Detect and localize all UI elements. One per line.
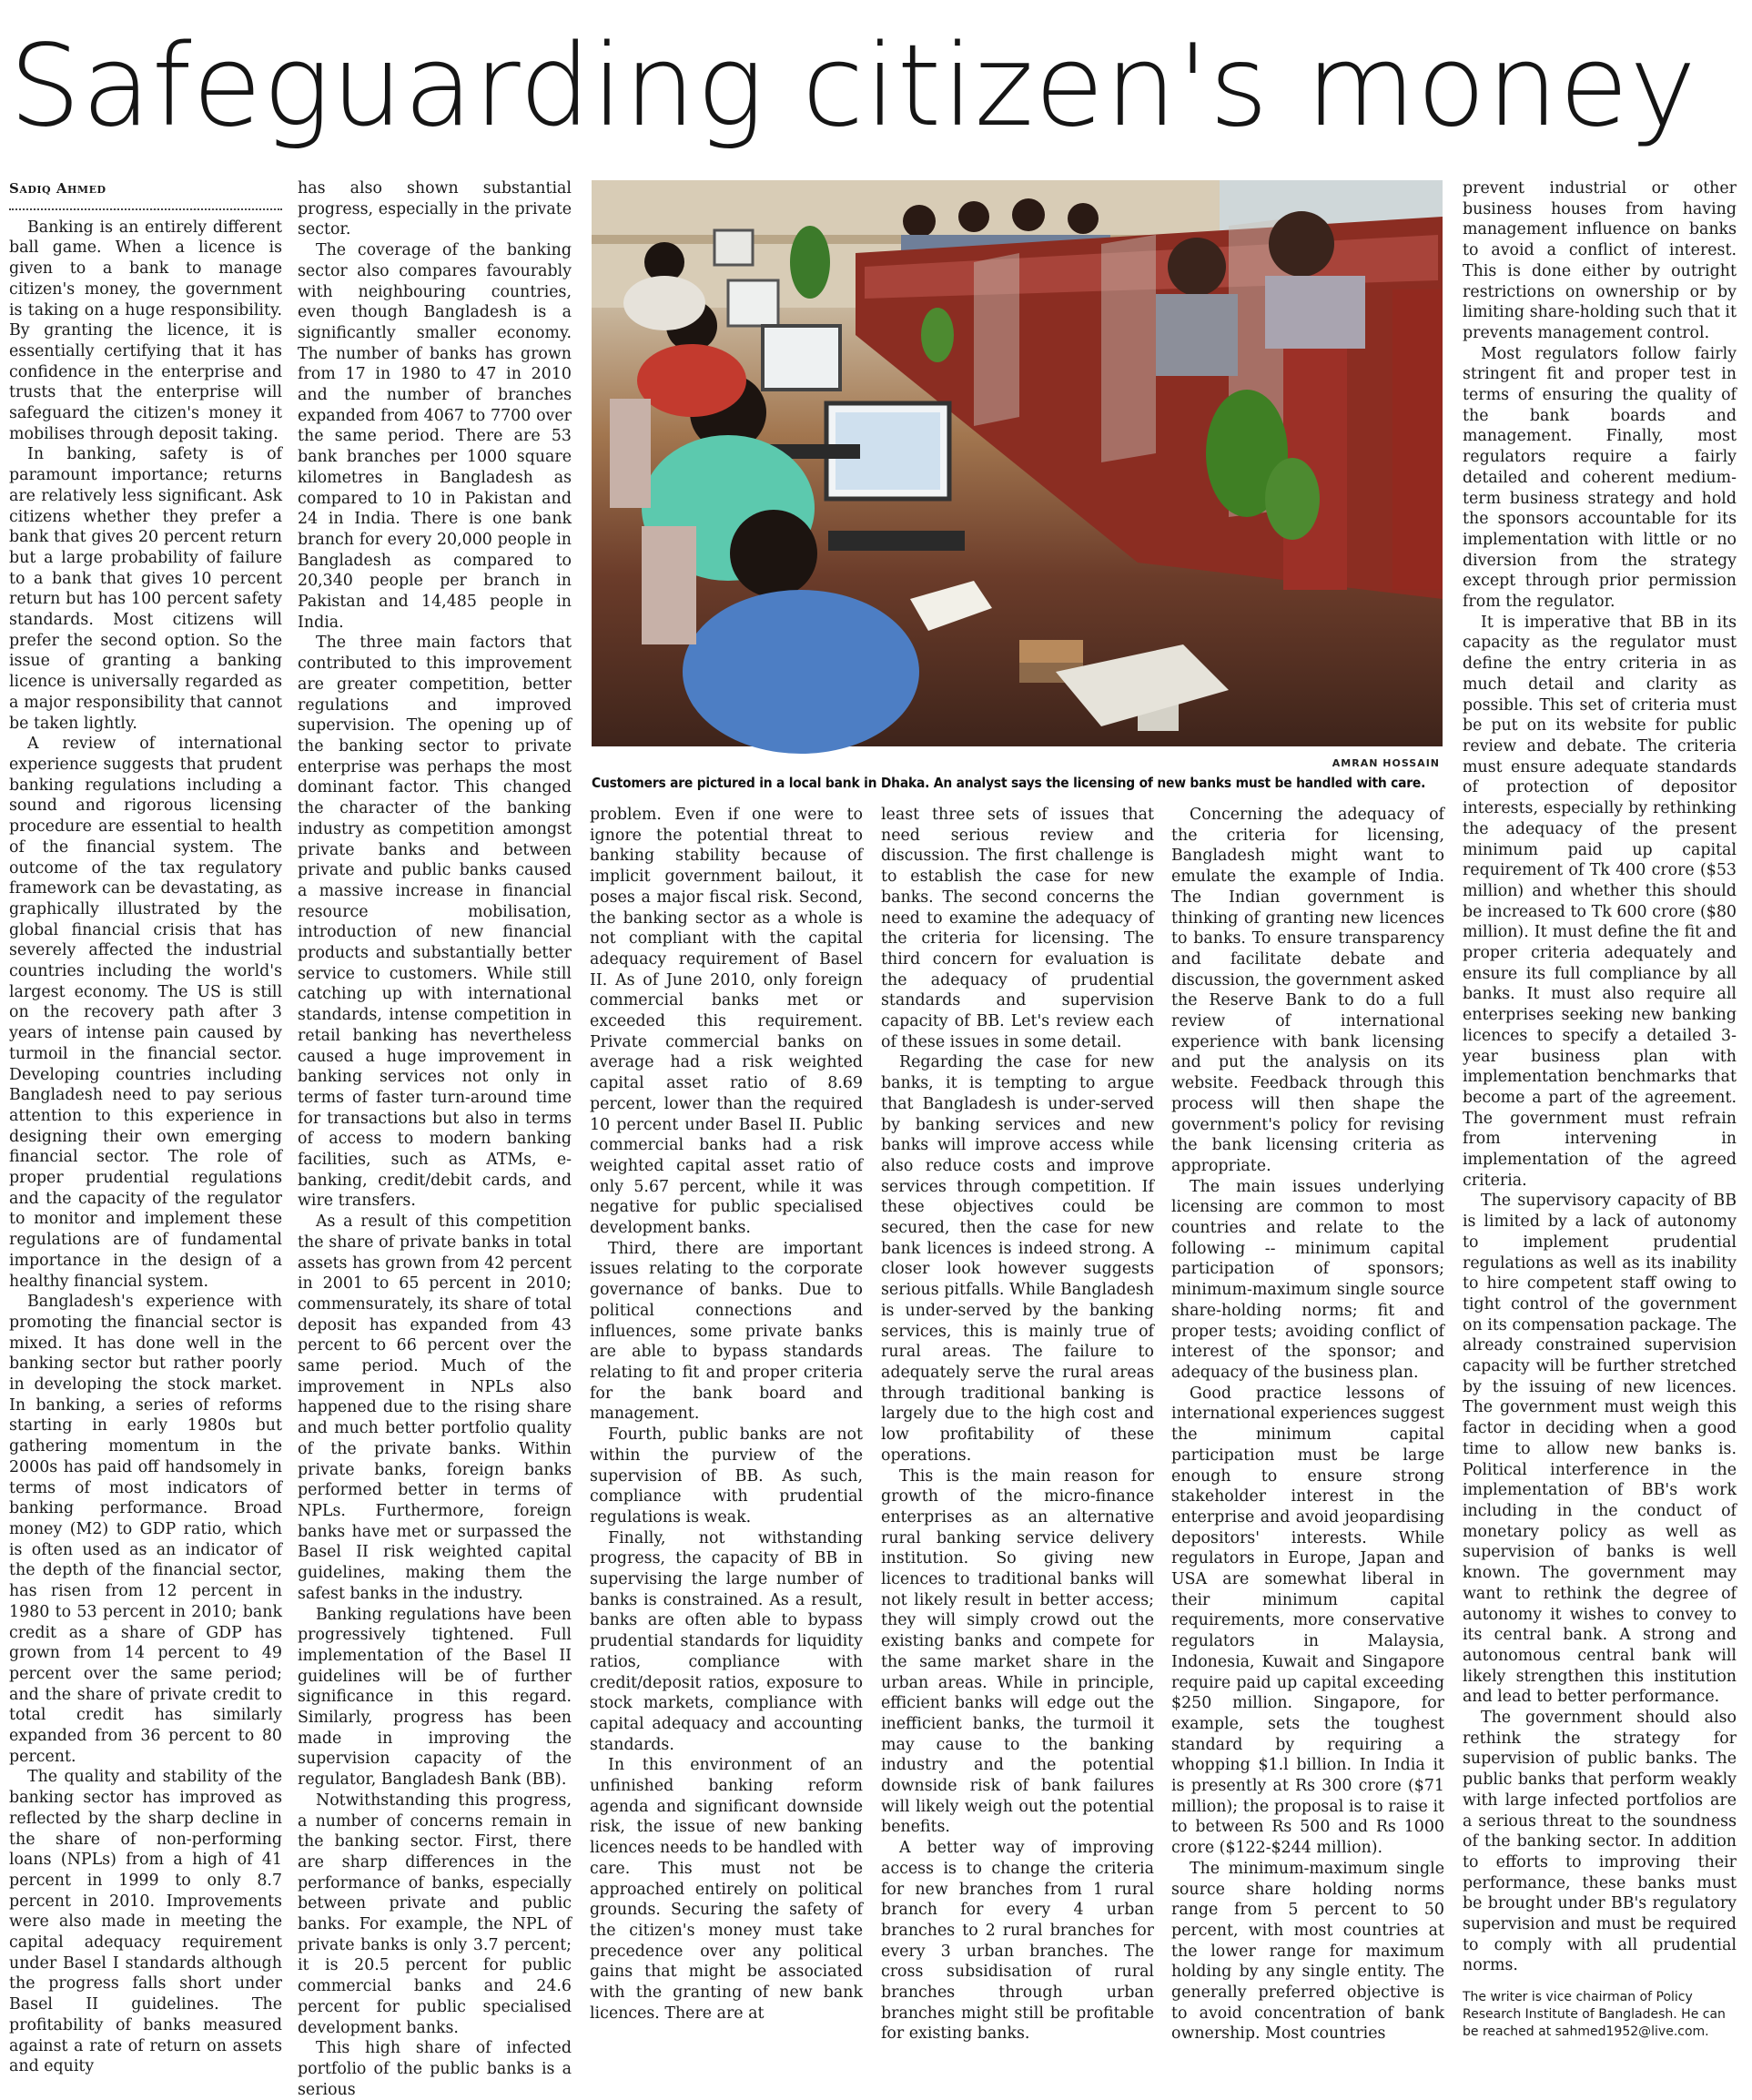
photo-credit: AMRAN HOSSAIN (1332, 757, 1440, 769)
photo-caption: Customers are pictured in a local bank in Dhaka. An analyst says the licensing of new banks must be handled with care. (592, 775, 1426, 791)
paragraph: The government should also rethink the strategy for supervision of public banks. The public banks that perform weakly with large infected portfolios are a serious threat to the soundness of the banking sector. In addition to efforts to improving their performance, these banks must be brought under BB's regulatory supervision and must be required to comply with all prudential norms. (1463, 1709, 1737, 1975)
paragraph: Banking regulations have been progressively tightened. Full implementation of the Basel II guidelines will be of further significance in this regard. Similarly, progress has been made in improving the supervision capacity of the regulator, Bangladesh Bank (BB). (298, 1605, 572, 1790)
news-photo (592, 180, 1443, 746)
paragraph: problem. Even if one were to ignore the potential threat to banking stability because of implicit government bailout, it poses a major fiscal risk. Second, the banking sector as a whole is not compliant with the capital adequacy requirement of Basel II. As of June 2010, only foreign commercial banks met or exceeded this requirement. Private commercial banks on average had a risk weighted capital asset ratio of 8.69 percent, lower than the required 10 percent under Basel II. Public commercial banks had a risk weighted capital asset ratio of only 5.67 percent, while it was negative for public specialised development banks. (590, 806, 863, 1238)
paragraph: Third, there are important issues relating to the corporate governance of banks. Due to political connections and influences, some private banks are able to bypass standards relating to fit and proper criteria for the bank board and management. (590, 1239, 863, 1424)
paragraph: Finally, not withstanding progress, the capacity of BB in supervising the large number of banks is constrained. As a result, banks are often able to bypass prudential standards for liquidity ratios, compliance with credit/deposit ratios, exposure to stock markets, compliance with capital adequacy and accounting standards. (590, 1528, 863, 1754)
paragraph: The main issues underlying licensing are common to most countries and relate to the following -- minimum capital participation of sponsors; minimum-maximum single source share-holding norms; fit and proper tests; avoiding conflict of interest of the sponsor; and adequacy of the business plan. (1171, 1177, 1444, 1382)
paragraph: The three main factors that contributed to this improvement are greater competition, better regulations and improved supervision. The opening up of the banking sector to private enterprise was perhaps the most dominant factor. This changed the character of the banking industry as competition amongst private banks and between private and public banks caused a massive increase in financial resource mobilisation, introduction of new financial products and substantially better service to customers. While still catching up with international standards, intense competition in retail banking has nevertheless caused a huge improvement in banking services not only in terms of faster turn-around time for transactions but also in terms of access to modern banking facilities, such as ATMs, e-banking, credit/debit cards, and wire transfers. (298, 634, 572, 1211)
article-column-1 (9, 178, 282, 2076)
article-column-2 (298, 178, 572, 2099)
byline: Sadiq Ahmed (9, 180, 106, 197)
paragraph: A better way of improving access is to change the criteria for new branches from 1 rural branch for every 4 urban branches to 2 rural branches for every 3 urban branches. The cross subsidisation of rural branches through urban branches might still be profitable for existing banks. (881, 1839, 1154, 2044)
paragraph: Notwithstanding this progress, a number of concerns remain in the banking sector. First, there are sharp differences in the performance of banks, especially between private and public banks. For example, the NPL of private banks is only 3.7 percent; it is 20.5 percent for public commercial banks and 24.6 percent for public specialised development banks. (298, 1791, 572, 2037)
paragraph: The quality and stability of the banking sector has improved as reflected by the sharp decline in the share of non-performing loans (NPLs) from a high of 41 percent in 1999 to only 8.7 percent in 2010. Improvements were also made in meeting the capital adequacy requirement under Basel I standards although the progress falls short under Basel II guidelines. The profitability of banks measured against a rate of return on assets and equity (9, 1768, 282, 2076)
paragraph: Concerning the adequacy of the criteria for licensing, Bangladesh might want to emulate the example of India. The Indian government is thinking of granting new licences to banks. To ensure transparency and facilitate debate and discussion, the government asked the Reserve Bank to do a full review of international experience with bank licensing and put the analysis on its website. Feedback through this process will then shape the government's policy for revising the bank licensing criteria as appropriate. (1171, 806, 1444, 1175)
paragraph: Banking is an entirely different ball game. When a licence is given to a bank to manage citizen's money, the government is taking on a huge responsibility. By granting the licence, it is essentially certifying that it has confidence in the enterprise and trusts that the enterprise will safeguard the citizen's money it mobilises through deposit taking. (9, 218, 282, 443)
paragraph: has also shown substantial progress, especially in the private sector. (298, 179, 572, 239)
paragraph: In banking, safety is of paramount importance; returns are relatively less significant. Ask citizens whether they prefer a bank that gives 20 percent return but a large probability of failure to a bank that gives 10 percent return but has 100 percent safety standards. Most citizens will prefer the second option. So the issue of granting a banking licence is universally regarded as a major responsibility that cannot be taken lightly. (9, 445, 282, 733)
paragraph: As a result of this competition the share of private banks in total assets has grown from 42 percent in 2001 to 65 percent in 2010; commensurately, its share of total deposit has expanded from 43 percent to 66 percent over the same period. Much of the improvement in NPLs also happened due to the rising share and much better portfolio quality of the private banks. Within private banks, foreign banks performed better in terms of NPLs. Furthermore, foreign banks have met or surpassed the Basel II risk weighted capital guidelines, making them the safest banks in the industry. (298, 1212, 572, 1603)
author-note: The writer is vice chairman of Policy Research Institute of Bangladesh. He can be reached at sahmed1952@live.com. (1463, 1990, 1726, 2040)
paragraph: The minimum-maximum single source share holding norms range from 5 percent to 50 percent, with most countries at the lower range for maximum holding by any single entity. The generally preferred objective is to avoid concentration of bank ownership. Most countries (1171, 1859, 1444, 2044)
paragraph: The supervisory capacity of BB is limited by a lack of autonomy to implement prudential regulations as well as its inability to hire competent staff owing to tight control of the government on its compensation package. The already constrained supervision capacity will be further stretched by the issuing of new licences. The government must weigh this factor in deciding when a good time to allow new banks is. Political interference in the implementation of BB's work including in the conduct of monetary policy as well as supervision of banks is well known. The government may want to rethink the degree of autonomy it wishes to convey to its central bank. A strong and autonomous central bank will likely strengthen this institution and lead to better performance. (1463, 1192, 1737, 1707)
paragraph: A review of international experience suggests that prudent banking regulations including a sound and rigorous licensing procedure are essential to health of the financial system. The outcome of the tax regulatory framework can be devastating, as graphically illustrated by the global financial crisis that has severely affected the industrial countries including the world's largest economy. The US is still on the recovery path after 3 years of intense pain caused by turmoil in the financial sector. Developing countries including Bangladesh need to pay serious attention to this experience in designing their own emerging financial sector. The role of proper prudential regulations and the capacity of the regulator to monitor and implement these regulations are of fundamental importance in the design of a healthy financial system. (9, 735, 282, 1291)
article-column-5 (1171, 805, 1444, 2044)
article-column-6 (1463, 178, 1737, 2040)
paragraph: Good practice lessons of international experiences suggest the minimum capital participation must be large enough to ensure strong stakeholder interest in the enterprise and avoid jeopardising depositors' interests. While regulators in Europe, Japan and USA are somewhat liberal in their minimum capital requirements, more conservative regulators in Malaysia, Indonesia, Kuwait and Singapore require paid up capital exceeding $250 million. Singapore, for example, sets the toughest standard by requiring a whopping $1.l billion. In India it is presently at Rs 300 crore ($71 million); the proposal is to raise it to between Rs 500 and Rs 1000 crore ($122-$244 million). (1171, 1384, 1444, 1858)
headline: Safeguarding citizen's money (9, 21, 1697, 152)
byline-divider (9, 203, 282, 210)
paragraph: Regarding the case for new banks, it is tempting to argue that Bangladesh is under-served by banking services and new banks will improve access while also reduce costs and improve services through competition. If these objectives could be secured, then the case for new bank licences is indeed strong. A closer look however suggests serious pitfalls. While Bangladesh is under-served by the banking services, this is mainly true of rural areas. The failure to adequately serve the rural areas through traditional banking is largely due to the high cost and low profitability of these operations. (881, 1053, 1154, 1465)
paragraph: prevent industrial or other business houses from having management influence on banks to avoid a conflict of interest. This is done either by outright restrictions on ownership or by limiting share-holding such that it prevents management control. (1463, 179, 1737, 342)
paragraph: This high share of infected portfolio of the public banks is a serious (298, 2039, 572, 2099)
article-column-3 (590, 805, 863, 2023)
paragraph: It is imperative that BB in its capacity as the regulator must define the entry criteria in as much detail and clarity as possible. This set of criteria must be put on its website for public review and debate. The criteria must ensure adequate standards of protection of depositor interests, especially by rethinking the adequacy of the present minimum paid up capital requirement of Tk 400 crore ($53 million) and whether this should be increased to Tk 600 crore ($80 million). It must define the fit and proper criteria adequately and ensure its full compliance by all banks. It must also require all enterprises seeking new banking licences to specify a detailed 3-year business plan with implementation benchmarks that become a part of the agreement. The government must refrain from intervening in implementation of the agreed criteria. (1463, 613, 1737, 1190)
paragraph: Fourth, public banks are not within the purview of the supervision of BB. As such, compliance with prudential regulations is weak. (590, 1425, 863, 1527)
paragraph: least three sets of issues that need serious review and discussion. The first challenge is to establish the case for new banks. The second concerns the need to examine the adequacy of the criteria for licensing. The third concern for evaluation is the adequacy of prudential standards and supervision capacity of BB. Let's review each of these issues in some detail. (881, 806, 1154, 1051)
paragraph: In this environment of an unfinished banking reform agenda and significant downside risk, the issue of new banking licences needs to be handled with care. This must not be approached entirely on political grounds. Securing the safety of the citizen's money must take precedence over any political gains that might be associated with the granting of new bank licences. There are at (590, 1756, 863, 2023)
paragraph: This is the main reason for growth of the micro-finance enterprises as an alternative rural banking service delivery institution. So giving new licences to traditional banks will not likely result in better access; they will simply crowd out the existing banks and compete for the same market share in the urban areas. While in principle, efficient banks will edge out the inefficient banks, the turmoil it may cause to the banking industry and the potential downside risk of bank failures will likely weigh out the potential benefits. (881, 1466, 1154, 1837)
paragraph: Most regulators follow fairly stringent fit and proper test in terms of ensuring the quality of the bank boards and management. Finally, most regulators require a fairly detailed and coherent medium-term business strategy and hold the sponsors accountable for its implementation with little or no diversion from the strategy except through prior permission from the regulator. (1463, 344, 1737, 612)
paragraph: Bangladesh's experience with promoting the financial sector is mixed. It has done well in the banking sector but rather poorly in developing the stock market. In banking, a series of reforms starting in early 1980s but gathering momentum in the 2000s has paid off handsomely in terms of most indicators of banking performance. Broad money (M2) to GDP ratio, which is often used as an indicator of the depth of the financial sector, has risen from 12 percent in 1980 to 53 percent in 2010; bank credit as a share of GDP has grown from 14 percent to 49 percent over the same period; and the share of private credit to total credit has similarly expanded from 36 percent to 80 percent. (9, 1293, 282, 1766)
article-column-4 (881, 805, 1154, 2044)
paragraph: The coverage of the banking sector also compares favourably with neighbouring countries, even though Bangladesh is a significantly smaller economy. The number of banks has grown from 17 in 1980 to 47 in 2010 and the number of branches expanded from 4067 to 7700 over the same period. There are 53 bank branches per 1000 square kilometres in Bangladesh as compared to 10 in Pakistan and 24 in India. There is one bank branch for every 20,000 people in Bangladesh as compared to 20,340 people per branch in Pakistan and 14,485 people in India. (298, 241, 572, 632)
